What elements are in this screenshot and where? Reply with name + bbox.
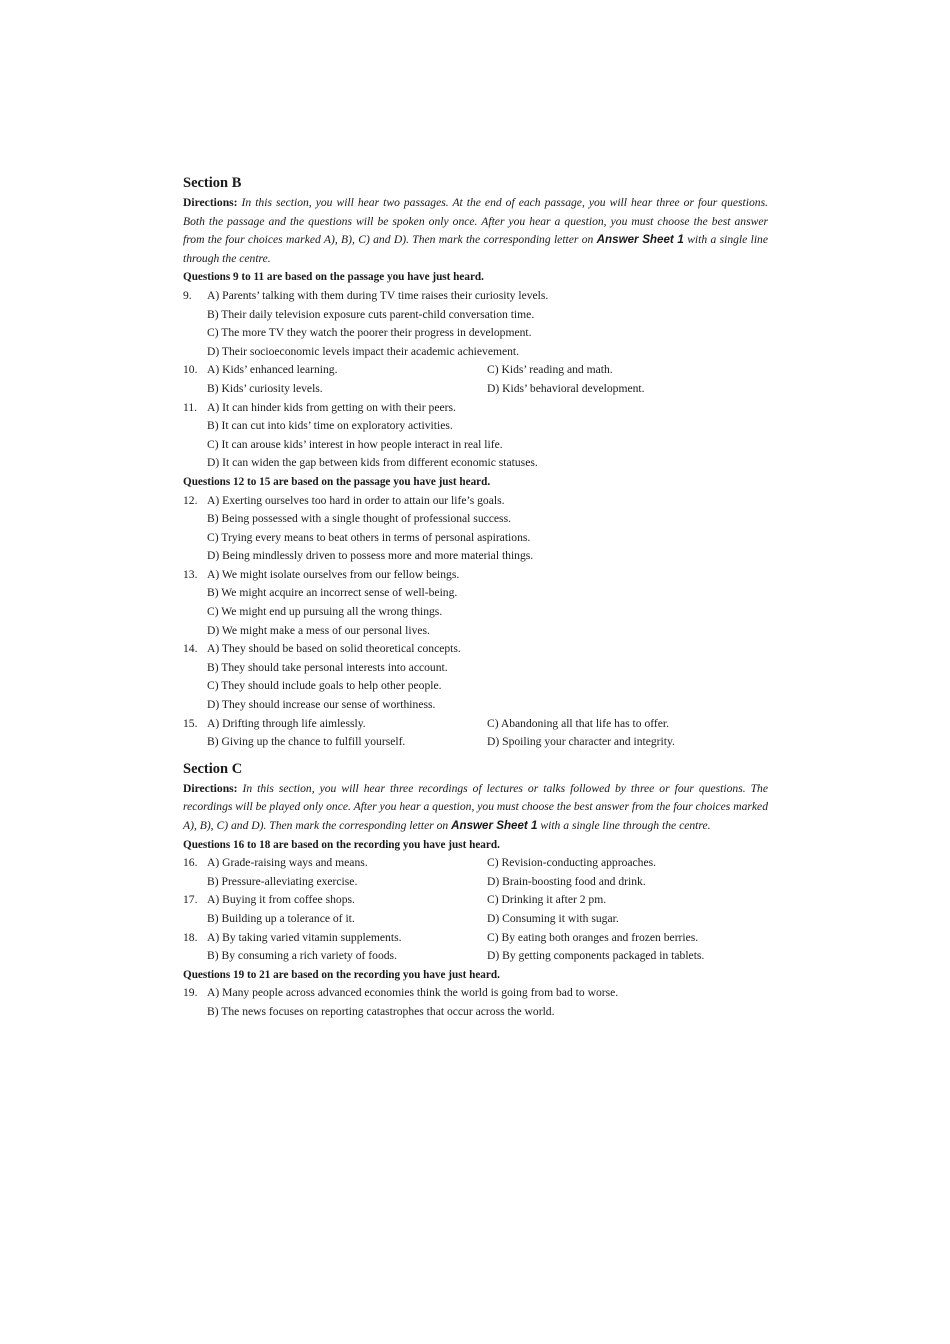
option-b: B) We might acquire an incorrect sense of well-being.	[207, 586, 458, 600]
directions-label: Directions:	[183, 196, 238, 209]
option-c: C) Revision-conducting approaches.	[487, 856, 657, 870]
option-c: C) They should include goals to help other people.	[207, 679, 442, 693]
option-d: D) It can widen the gap between kids from different economic statuses.	[207, 456, 538, 470]
option-a: A) We might isolate ourselves from our fellow beings.	[207, 567, 460, 581]
option-d: D) By getting components packaged in tablets.	[487, 949, 705, 963]
question-number: 19.	[183, 986, 198, 1000]
option-c: C) We might end up pursuing all the wrong things.	[207, 605, 443, 619]
option-d: D) Kids’ behavioral development.	[487, 381, 645, 395]
option-d: D) Spoiling your character and integrity.	[487, 735, 675, 749]
option-a: A) They should be based on solid theoretical concepts.	[207, 642, 461, 656]
option-d: D) Brain-boosting food and drink.	[487, 874, 646, 888]
directions-label: Directions:	[183, 781, 238, 795]
question-9	[183, 287, 768, 361]
option-b: B) By consuming a rich variety of foods.	[207, 949, 397, 963]
question-group-heading: Questions 19 to 21 are based on the recording you have just heard.	[183, 968, 500, 981]
question-number: 13.	[183, 567, 198, 581]
question-number: 10.	[183, 363, 198, 377]
answer-sheet-ref: Answer Sheet 1	[596, 233, 684, 247]
option-c: C) The more TV they watch the poorer their progress in development.	[207, 326, 532, 340]
question-number: 14.	[183, 642, 198, 656]
option-b: B) They should take personal interests into account.	[207, 660, 448, 674]
option-b: B) Their daily television exposure cuts parent-child conversation time.	[207, 307, 535, 321]
question-13	[183, 566, 768, 640]
directions	[183, 194, 768, 268]
option-d: D) Consuming it with sugar.	[487, 911, 619, 925]
section-c	[183, 760, 768, 1022]
option-a: A) Grade-raising ways and means.	[207, 856, 368, 870]
question-11	[183, 399, 768, 473]
option-b: B) Pressure-alleviating exercise.	[207, 874, 358, 888]
answer-sheet-ref: Answer Sheet 1	[451, 819, 538, 832]
question-12	[183, 492, 768, 566]
directions-text: In this section, you will hear two passages. At the end of each passage, you will hear three or four questions. Both the passage and the questions will be spoken only once. After you hear a question, you must choose the best answer from the four choices marked A), B), C) and D). Then mark the corresponding letter on	[183, 196, 768, 247]
option-a: A) By taking varied vitamin supplements.	[207, 930, 402, 944]
option-b: B) Giving up the chance to fulfill yourself.	[207, 735, 406, 749]
option-a: A) Kids’ enhanced learning.	[207, 363, 338, 377]
option-c: C) Kids’ reading and math.	[487, 363, 613, 377]
option-b: B) It can cut into kids’ time on exploratory activities.	[207, 419, 453, 433]
option-d: D) Their socioeconomic levels impact their academic achievement.	[207, 344, 520, 358]
question-16	[183, 854, 768, 891]
option-d: D) We might make a mess of our personal lives.	[207, 623, 430, 637]
option-b: B) Building up a tolerance of it.	[207, 911, 355, 925]
question-group-heading: Questions 9 to 11 are based on the passage you have just heard.	[183, 271, 484, 284]
question-group-heading: Questions 16 to 18 are based on the recording you have just heard.	[183, 838, 500, 851]
section-b	[183, 174, 768, 752]
option-b: B) The news focuses on reporting catastrophes that occur across the world.	[207, 1004, 555, 1018]
question-number: 11.	[183, 400, 198, 414]
option-a: A) Drifting through life aimlessly.	[207, 716, 366, 730]
directions-text-end: with a single line through the centre.	[183, 233, 768, 265]
option-c: C) Abandoning all that life has to offer.	[487, 716, 670, 730]
question-number: 9.	[183, 288, 192, 302]
question-number: 12.	[183, 493, 198, 507]
question-10	[183, 361, 768, 398]
section-title: Section C	[183, 760, 243, 777]
option-c: C) By eating both oranges and frozen berries.	[487, 930, 699, 944]
directions-text: In this section, you will hear three recordings of lectures or talks followed by three or four questions. The recordings will be played only once. After you hear a question, you must choose the best answer from the four choices marked A), B), C) and D). Then mark the corresponding letter on	[183, 781, 768, 832]
option-d: D) They should increase our sense of worthiness.	[207, 698, 436, 712]
option-c: C) Drinking it after 2 pm.	[487, 893, 607, 907]
option-c: C) It can arouse kids’ interest in how people interact in real life.	[207, 437, 503, 451]
question-15	[183, 715, 768, 752]
question-number: 15.	[183, 716, 198, 730]
question-number: 18.	[183, 930, 198, 944]
directions	[183, 780, 768, 836]
option-a: A) Parents’ talking with them during TV time raises their curiosity levels.	[207, 288, 549, 302]
option-a: A) It can hinder kids from getting on with their peers.	[207, 400, 456, 414]
question-18	[183, 929, 768, 966]
question-number: 16.	[183, 856, 198, 870]
option-b: B) Being possessed with a single thought of professional success.	[207, 512, 511, 526]
option-d: D) Being mindlessly driven to possess more and more material things.	[207, 549, 534, 563]
question-19	[183, 984, 768, 1021]
directions-text-end: with a single line through the centre.	[540, 819, 711, 832]
exam-page	[183, 174, 768, 1022]
option-b: B) Kids’ curiosity levels.	[207, 381, 323, 395]
option-a: A) Many people across advanced economies think the world is going from bad to worse.	[207, 986, 619, 1000]
question-17	[183, 891, 768, 928]
question-number: 17.	[183, 893, 198, 907]
question-group-heading: Questions 12 to 15 are based on the passage you have just heard.	[183, 475, 491, 488]
option-c: C) Trying every means to beat others in terms of personal aspirations.	[207, 530, 531, 544]
question-14	[183, 640, 768, 714]
option-a: A) Buying it from coffee shops.	[207, 893, 355, 907]
option-a: A) Exerting ourselves too hard in order to attain our life’s goals.	[207, 493, 505, 507]
section-title: Section B	[183, 175, 242, 191]
